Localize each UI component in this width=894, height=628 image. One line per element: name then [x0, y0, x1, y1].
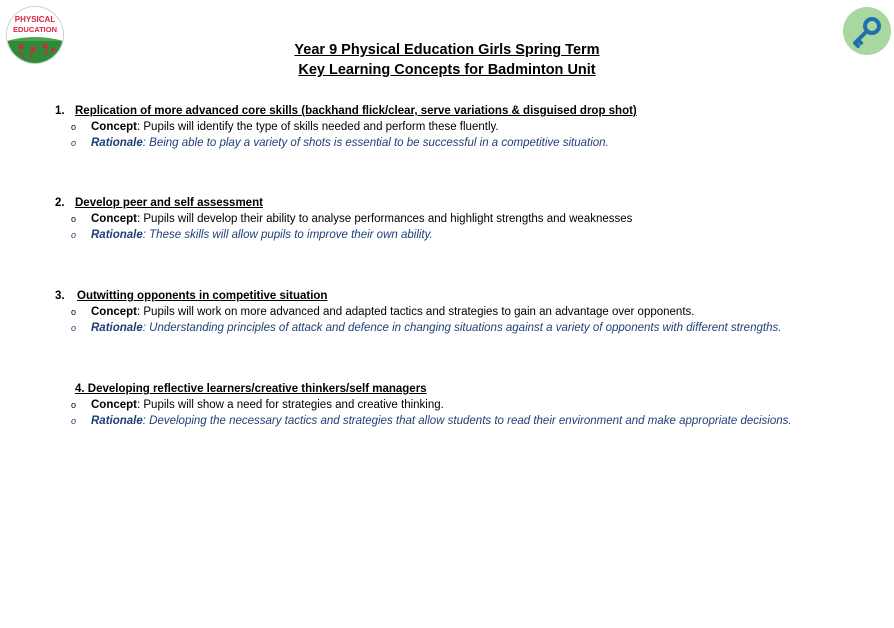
section-4	[55, 381, 792, 429]
section-4-heading	[55, 381, 792, 397]
logo-text-line2: EDUCATION	[12, 25, 58, 34]
section-2-number: 2.	[55, 197, 65, 209]
concept-text: : Pupils will work on more advanced and adapted tactics and strategies to gain an advantage over opponents.	[137, 306, 695, 318]
section-2-title: Develop peer and self assessment	[75, 197, 263, 209]
section-1-number: 1.	[55, 105, 65, 117]
rationale-text: : Understanding principles of attack and defence in changing situations against a variety of opponents with different strengths.	[142, 322, 782, 334]
bullet-icon: o	[71, 400, 77, 410]
rationale-label: Rationale	[91, 322, 143, 334]
section-1-title: Replication of more advanced core skills (backhand flick/clear, serve variations & disguised drop shot)	[75, 105, 637, 117]
bullet-icon: o	[71, 323, 77, 333]
rationale-label: Rationale	[91, 229, 143, 241]
section-3-rationale	[55, 320, 781, 336]
concept-text: : Pupils will develop their ability to analyse performances and highlight strengths and weaknesses	[137, 213, 633, 225]
document-title	[0, 40, 894, 80]
section-2	[55, 195, 632, 243]
section-3-heading	[55, 288, 781, 304]
concept-label: Concept	[91, 306, 137, 318]
section-2-heading	[55, 195, 632, 211]
rationale-label: Rationale	[91, 415, 143, 427]
concept-label: Concept	[91, 399, 137, 411]
section-1-rationale	[55, 135, 637, 151]
bullet-icon: o	[71, 307, 77, 317]
section-3-title: Outwitting opponents in competitive situation	[77, 290, 328, 302]
title-line-2: Key Learning Concepts for Badminton Unit	[298, 62, 596, 78]
rationale-text: : These skills will allow pupils to improve their own ability.	[142, 229, 433, 241]
section-1	[55, 103, 637, 151]
section-4-rationale	[55, 413, 792, 429]
section-2-rationale	[55, 227, 632, 243]
concept-text: : Pupils will show a need for strategies and creative thinking.	[137, 399, 444, 411]
logo-text-line1: PHYSICAL	[14, 15, 56, 24]
bullet-icon: o	[71, 416, 77, 426]
rationale-text: : Developing the necessary tactics and strategies that allow students to read their environment and make appropriate decisions.	[142, 415, 792, 427]
concept-text: : Pupils will identify the type of skills needed and perform these fluently.	[137, 121, 499, 133]
bullet-icon: o	[71, 138, 77, 148]
section-1-heading	[55, 103, 637, 119]
bullet-icon: o	[71, 230, 77, 240]
bullet-icon: o	[71, 122, 77, 132]
section-4-concept	[55, 397, 792, 413]
bullet-icon: o	[71, 214, 77, 224]
rationale-text: : Being able to play a variety of shots is essential to be successful in a competitive situation.	[142, 137, 609, 149]
rationale-label: Rationale	[91, 137, 143, 149]
title-line-1: Year 9 Physical Education Girls Spring Term	[294, 42, 600, 58]
concept-label: Concept	[91, 213, 137, 225]
section-3-number: 3.	[55, 290, 65, 302]
concept-label: Concept	[91, 121, 137, 133]
section-3	[55, 288, 781, 336]
section-3-concept	[55, 304, 781, 320]
section-4-title: 4. Developing reflective learners/creative thinkers/self managers	[75, 383, 427, 395]
section-2-concept	[55, 211, 632, 227]
section-1-concept	[55, 119, 637, 135]
